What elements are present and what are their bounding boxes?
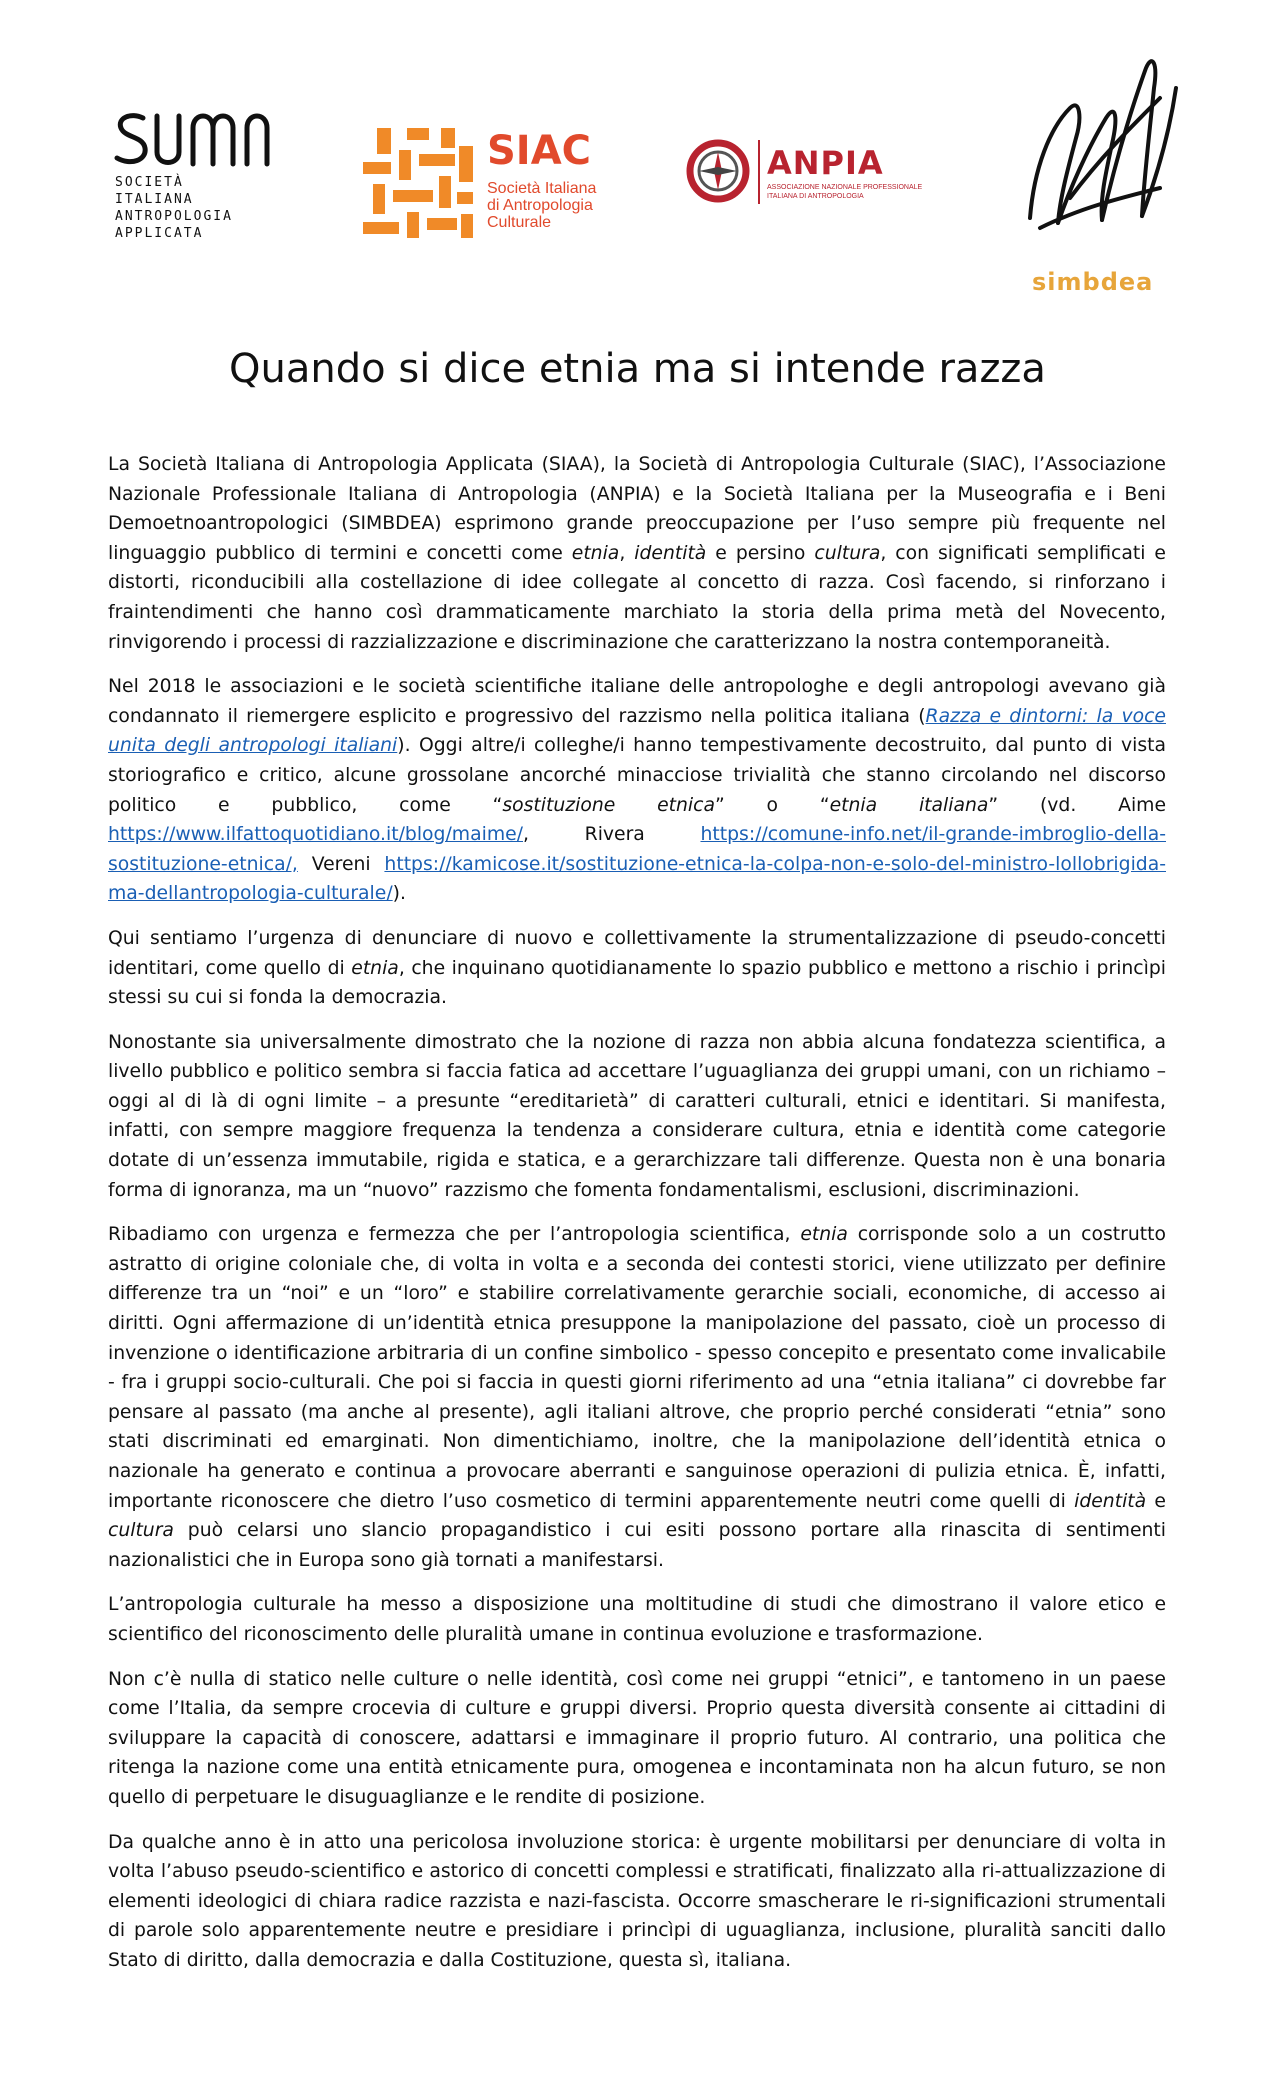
paragraph-1: La Società Italiana di Antropologia Applicata (SIAA), la Società di Antropologia Culturale (SIAC), l’Associazione Nazionale Professionale Italiana di Antropologia (ANPIA) e la Società Italiana per la Museografia e i Beni Demoetnoantropologici (SIMBDEA) esprimono grande preoccupazione per l’uso sempre più frequente nel linguaggio pubblico di termini e concetti come etnia, identità e persino cultura, con significati semplificati e distorti, riconducibili alla costellazione di idee collegate al concetto di razza. Così facendo, si rinforzano i fraintendimenti che hanno così drammaticamente marchiato la storia della prima metà del Novecento, rinvigorendo i processi di razzializzazione e discriminazione che caratterizzano la nostra contemporaneità.: [108, 454, 1166, 653]
paragraph-6: L’antropologia culturale ha messo a disposizione una moltitudine di studi che dimostrano il valore etico e scientifico del riconoscimento delle pluralità umane in continua evoluzione e trasformazione.: [108, 1594, 1166, 1645]
siaa-logo-subtitle: SOCIETÀ ITALIANA ANTROPOLOGIA APPLICATA: [115, 175, 233, 241]
link-comune-info[interactable]: https://comune-info.net/il-grande-imbroglio-della-sostituzione-etnica/,: [108, 824, 1166, 875]
paragraph-7: Non c’è nulla di statico nelle culture o nelle identità, così come nei gruppi “etnici”, e tantomeno in un paese come l’Italia, da sempre crocevia di culture e gruppi diversi. Proprio questa diversità consente ai cittadini di sviluppare la capacità di conoscere, adattarsi e immaginare il proprio futuro. Al contrario, una politica che ritenga la nazione come una entità etnicamente pura, omogenea e incontaminata non ha alcun futuro, se non quello di perpetuare le disuguaglianze e le rendite di posizione.: [108, 1668, 1166, 1808]
anpia-logo-fullname: ASSOCIAZIONE NAZIONALE PROFESSIONALE ITALIANA DI ANTROPOLOGIA: [767, 184, 923, 200]
link-ilfattoquotidiano[interactable]: https://www.ilfattoquotidiano.it/blog/maime/: [108, 824, 523, 846]
link-razza-e-dintorni[interactable]: Razza e dintorni: la voce unita degli antropologi italiani: [108, 705, 1166, 757]
anpia-logo-divider: [758, 140, 760, 204]
logo-header: [0, 0, 1275, 330]
simbdea-logo: [1010, 48, 1190, 298]
siac-logo-mark: [363, 128, 475, 240]
siac-logo-fullname: Società Italiana di Antropologia Culturale: [487, 180, 597, 231]
paragraph-5: Ribadiamo con urgenza e fermezza che per l’antropologia scientifica, etnia corrisponde solo a un costrutto astratto di origine coloniale che, di volta in volta e a seconda dei contesti storici, viene utilizzato per definire differenze tra un “noi” e un “loro” e stabilire correlativamente gerarchie sociali, economiche, di accesso ai diritti. Ogni affermazione di un’identità etnica presuppone la manipolazione del passato, cioè un processo di invenzione o identificazione arbitraria di un confine simbolico - spesso concepito e presentato come invalicabile - fra i gruppi socio-culturali. Che poi si faccia in questi giorni riferimento ad una “etnia italiana” ci dovrebbe far pensare al passato (ma anche al presente), agli italiani altrove, che proprio perché considerati “etnia” sono stati discriminati ed emarginati. Non dimentichiamo, inoltre, che la manipolazione dell’identità etnica o nazionale ha generato e continua a provocare aberranti e sanguinose operazioni di pulizia etnica. È, infatti, importante riconoscere che dietro l’uso cosmetico di termini apparentemente neutri come quelli di identità e cultura può celarsi uno slancio propagandistico i cui esiti possono portare alla rinascita di sentimenti nazionalistici che in Europa sono già tornati a manifestarsi.: [108, 1224, 1166, 1571]
compass-icon: [683, 136, 753, 206]
document-body: [108, 450, 1166, 1991]
siac-logo-name: SIAC: [487, 128, 592, 174]
simbdea-logo-name: simbdea: [1032, 268, 1154, 296]
paragraph-3: Qui sentiamo l’urgenza di denunciare di nuovo e collettivamente la strumentalizzazione di pseudo-concetti identitari, come quello di etnia, che inquinano quotidianamente lo spazio pubblico e mettono a rischio i princìpi stessi su cui si fonda la democrazia.: [108, 927, 1166, 1009]
anpia-logo-name: ANPIA: [767, 144, 884, 182]
simbdea-logo-mark: [1010, 48, 1190, 268]
siac-logo: [363, 128, 613, 240]
document-title: Quando si dice etnia ma si intende razza: [229, 346, 1046, 392]
siaa-logo: [113, 108, 303, 248]
paragraph-2: Nel 2018 le associazioni e le società scientifiche italiane delle antropologhe e degli antropologi avevano già condannato il riemergere esplicito e progressivo del razzismo nella politica italiana (Razza e dintorni: la voce unita degli antropologi italiani). Oggi altre/i colleghe/i hanno tempestivamente decostruito, dal punto di vista storiografico e critico, alcune grossolane ancorché minacciose trivialità che stanno circolando nel discorso politico e pubblico, come “sostituzione etnica” o “etnia italiana” (vd. Aime https://www.ilfattoquotidiano.it/blog/maime/, Rivera https://comune-info.net/il-grande-imbroglio-della-sostituzione-etnica/, Vereni https://kamicose.it/sostituzione-etnica-la-colpa-non-e-solo-del-ministro-lollobrigida-ma-dellantropologia-culturale/).: [108, 676, 1167, 905]
siaa-logo-mark: [113, 108, 293, 172]
anpia-logo: [683, 136, 943, 216]
paragraph-4: Nonostante sia universalmente dimostrato che la nozione di razza non abbia alcuna fondatezza scientifica, a livello pubblico e politico sembra si faccia fatica ad accettare l’uguaglianza dei gruppi umani, con un richiamo – oggi al di là di ogni limite – a presunte “ereditarietà” di caratteri culturali, etnici e identitari. Si manifesta, infatti, con sempre maggiore frequenza la tendenza a considerare cultura, etnia e identità come categorie dotate di un’essenza immutabile, rigida e statica, e a gerarchizzare tali differenze. Questa non è una bonaria forma di ignoranza, ma un “nuovo” razzismo che fomenta fondamentalismi, esclusioni, discriminazioni.: [108, 1031, 1166, 1201]
link-kamicose[interactable]: https://kamicose.it/sostituzione-etnica-la-colpa-non-e-solo-del-ministro-lollobrigida-ma-dellantropologia-culturale/: [108, 853, 1166, 905]
paragraph-8: Da qualche anno è in atto una pericolosa involuzione storica: è urgente mobilitarsi per denunciare di volta in volta l’abuso pseudo-scientifico e astorico di concetti complessi e stratificati, finalizzato alla ri-attualizzazione di elementi ideologici di chiara radice razzista e nazi-fascista. Occorre smascherare le ri-significazioni strumentali di parole solo apparentemente neutre e presidiare i princìpi di uguaglianza, inclusione, pluralità sanciti dallo Stato di diritto, dalla democrazia e dalla Costituzione, questa sì, italiana.: [108, 1831, 1166, 1971]
